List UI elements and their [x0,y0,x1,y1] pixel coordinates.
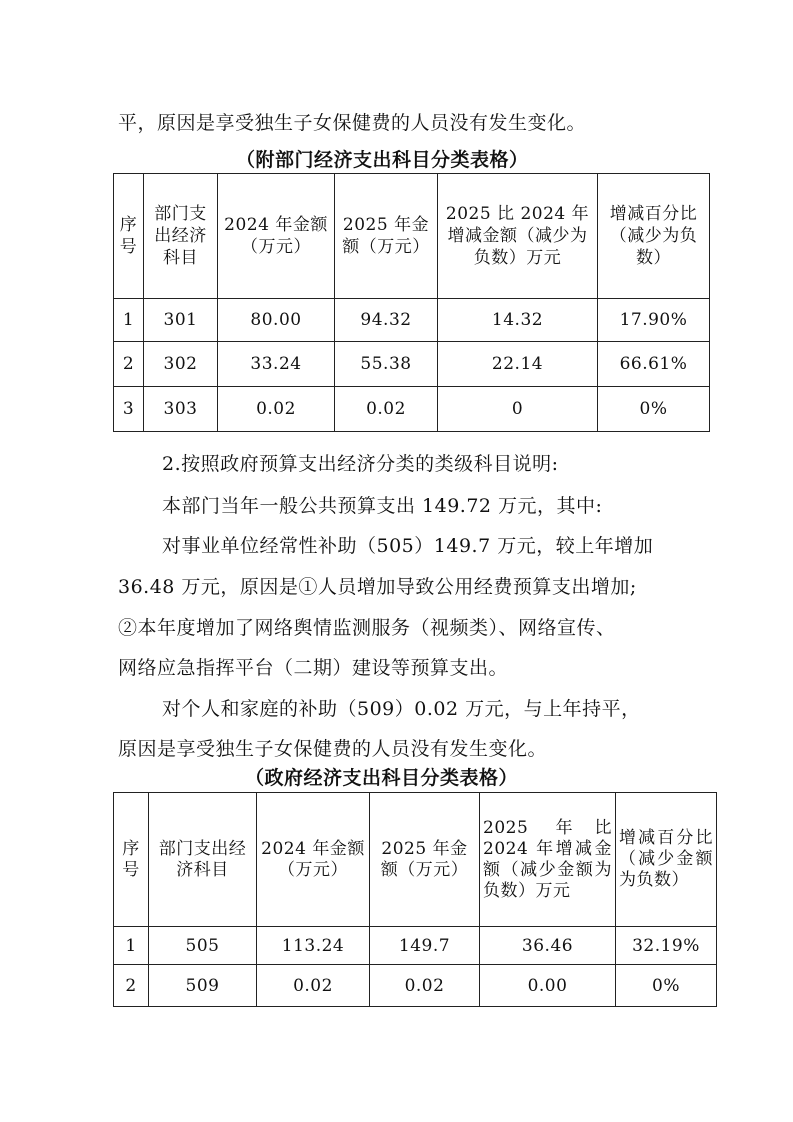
table-cell: 303 [144,387,218,432]
table-cell: 94.32 [335,299,438,342]
table-cell: 0.02 [335,387,438,432]
table-row [114,387,710,432]
table1-header-cell: 2025 比 2024 年增减金额（减少为负数）万元 [438,174,598,299]
table-cell: 2 [114,342,144,387]
table2-title: （政府经济支出科目分类表格） [245,767,519,789]
paragraph-3-line-4: 网络应急指挥平台（二期）建设等预算支出。 [118,657,509,679]
table-cell: 505 [149,927,257,965]
table-cell: 302 [144,342,218,387]
table-cell: 1 [114,927,149,965]
paragraph-2: 本部门当年一般公共预算支出 149.72 万元，其中: [162,495,603,517]
table-cell: 0.02 [257,965,370,1007]
paragraph-1: 2.按照政府预算支出经济分类的类级科目说明: [162,453,559,475]
table2-header-cell: 2025 年金额（万元） [370,793,480,927]
table1-header-row [114,174,710,299]
table-cell: 14.32 [438,299,598,342]
table2-header-cell: 增减百分比（减少金额为负数） [616,793,717,927]
table-cell: 55.38 [335,342,438,387]
table-cell: 1 [114,299,144,342]
paragraph-4-line-1: 对个人和家庭的补助（509）0.02 万元，与上年持平， [162,698,641,720]
table-cell: 3 [114,387,144,432]
table-cell: 113.24 [257,927,370,965]
table-cell: 149.7 [370,927,480,965]
paragraph-4-line-2: 原因是享受独生子女保健费的人员没有发生变化。 [118,738,548,760]
table-row [114,965,717,1007]
table2-header-cell: 2024 年金额（万元） [257,793,370,927]
table-cell: 301 [144,299,218,342]
table2-header-cell: 2025 年比 2024 年增减金额（减少金额为负数）万元 [480,793,616,927]
table-row [114,927,717,965]
table1-header-cell: 部门支出经济科目 [144,174,218,299]
table-cell: 66.61% [598,342,710,387]
table2 [113,792,717,1007]
table-cell: 17.90% [598,299,710,342]
table-cell: 0.02 [218,387,335,432]
table-cell: 509 [149,965,257,1007]
table-cell: 36.46 [480,927,616,965]
table-cell: 32.19% [616,927,717,965]
table2-header-cell: 部门支出经济科目 [149,793,257,927]
table-cell: 0 [438,387,598,432]
table1-header-cell: 序号 [114,174,144,299]
paragraph-3-line-3: ②本年度增加了网络舆情监测服务（视频类）、网络宣传、 [118,617,616,639]
table-cell: 33.24 [218,342,335,387]
table-cell: 22.14 [438,342,598,387]
table1 [113,173,710,432]
table-row [114,299,710,342]
paragraph-3-line-2: 36.48 万元，原因是①人员增加导致公用经费预算支出增加; [118,576,637,598]
table-cell: 2 [114,965,149,1007]
table2-header-row [114,793,717,927]
table2-header-cell: 序号 [114,793,149,927]
paragraph-continuation: 平，原因是享受独生子女保健费的人员没有发生变化。 [118,112,587,134]
table-cell: 80.00 [218,299,335,342]
table1-title: （附部门经济支出科目分类表格） [236,149,529,171]
table-cell: 0.00 [480,965,616,1007]
table1-header-cell: 增减百分比（减少为负数） [598,174,710,299]
table-row [114,342,710,387]
table1-header-cell: 2025 年金额（万元） [335,174,438,299]
table1-header-cell: 2024 年金额（万元） [218,174,335,299]
table-cell: 0% [616,965,717,1007]
table-cell: 0% [598,387,710,432]
table-cell: 0.02 [370,965,480,1007]
paragraph-3-line-1: 对事业单位经常性补助（505）149.7 万元，较上年增加 [162,535,654,557]
